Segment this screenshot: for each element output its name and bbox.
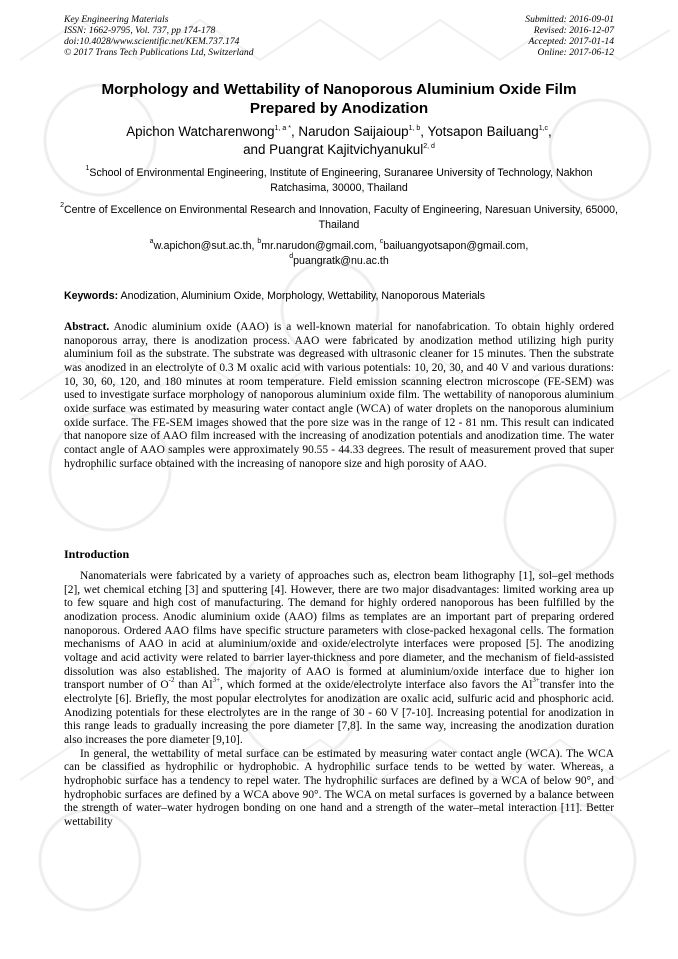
author-separator: , <box>548 124 552 139</box>
author-affiliation-mark: 1, a * <box>274 124 291 132</box>
revised-date: Revised: 2016-12-07 <box>533 25 614 36</box>
affiliation-text: School of Environmental Engineering, Institute of Engineering, Suranaree University of Technology, Nakhon Ratchasima, 30000, Thailand <box>89 167 593 194</box>
abstract-label: Abstract. <box>64 321 110 333</box>
publication-dates <box>525 14 614 58</box>
author-affiliation-mark: 1,c <box>538 124 549 132</box>
paper-title: Morphology and Wettability of Nanoporous Aluminium Oxide Film Prepared by Anodization <box>101 81 577 117</box>
author-list <box>60 123 618 159</box>
introduction-body <box>64 570 614 829</box>
author-affiliation-mark: 1, b <box>408 124 421 132</box>
doi-line: doi:10.4028/www.scientific.net/KEM.737.174 <box>64 36 240 47</box>
accepted-date: Accepted: 2017-01-14 <box>528 36 614 47</box>
author-name: Puangrat Kajitvichyanukul <box>269 142 424 157</box>
superscript: 3+ <box>532 676 540 685</box>
superscript: 3+ <box>212 676 221 685</box>
email-link[interactable]: w.apichon@sut.ac.th, <box>153 240 258 252</box>
affiliation-mark: 1 <box>85 165 90 173</box>
paragraph <box>64 570 614 748</box>
author-conjunction: and <box>243 142 270 157</box>
paragraph-text: , which formed at the oxide/electrolyte interface also favors the Al <box>220 679 533 692</box>
affiliation-1 <box>60 166 618 195</box>
paragraph-text: than Al <box>174 679 213 692</box>
abstract-text: Anodic aluminium oxide (AAO) is a well-known material for nanofabrication. To obtain highly ordered nanoporous array, there is anodization process. AAO were fabricated by anodization method utilizing high purity aluminium foil as the substrate. The substrate was degreased with ultrasonic cleaner for 15 minutes. Then the substrate was anodized in an electrolyte of 0.3 M oxalic acid with various potentials: 10, 20, 30, and 40 V and various durations: 10, 30, 60, 120, and 180 minutes at room temperature. Field emission scanning electron microscope (FE-SEM) was used to investigate surface morphology of nanoporous aluminium oxide film. The wettability of nanoporous aluminium oxide surface was estimated by measuring water contact angle (WCA) of water droplets on the nanoporous aluminium oxide surface. The FE-SEM images showed that the pore size was in the range of 12 - 81 nm. This result can indicated that nanopore size of AAO film increased with the increasing of anodization potentials and anodization time. The water contact angle of AAO samples were approximately 90.55 - 44.33 degrees. The result of measurement proved that super hydrophilic surface obtained with the increasing of nanopore size and high porosity of AAO. <box>64 321 614 470</box>
paragraph-text: transfer into the electrolyte [6]. Briefly, the most popular electrolytes for anodization are oxalic acid, sulfuric acid and phosphoric acid. Anodizing potentials for these electrolytes are in the range of 30 - 60 V [7-10]. Increasing potential for anodization in this range leads to gradually increasing the pore diameter [7,8]. In the same way, increasing the anodization duration also increases the pore diameter [9,10]. <box>64 679 614 746</box>
submitted-date: Submitted: 2016-09-01 <box>525 14 614 25</box>
affiliation-2 <box>60 203 618 232</box>
author-name: Narudon Saijaioup <box>298 124 409 139</box>
author-separator: , <box>420 124 428 139</box>
email-mark: b <box>257 238 262 246</box>
section-title-introduction: Introduction <box>64 547 130 561</box>
email-link[interactable]: mr.narudon@gmail.com, <box>261 240 380 252</box>
author-emails <box>60 239 618 268</box>
superscript: -2 <box>168 676 175 685</box>
email-mark: a <box>149 238 154 246</box>
email-mark: d <box>289 252 294 260</box>
paragraph: In general, the wettability of metal surface can be estimated by measuring water contact angle (WCA). The WCA can be classified as hydrophilic or hydrophobic. A hydrophilic surface tends to be wetted by water. Whereas, a hydrophobic surface has a tendency to repel water. The hydrophilic surfaces are defined by a WCA of below 90°, and hydrophobic surfaces are defined by a WCA above 90°. The WCA on metal surfaces is governed by a balance between the strength of water–water hydrogen bonding on one hand and a strength of the water–metal interaction [11]. Better wettability <box>64 747 614 828</box>
paragraph-text: Nanomaterials were fabricated by a variety of approaches such as, electron beam lithography [1], sol–gel methods [2], wet chemical etching [3] and sputtering [4]. However, there are two major disadvantages: limited working area up to few square and high cost of manufacturing. The demand for highly ordered nanoporous has been fulfilled by the anodization process. Anodic aluminium oxide (AAO) films as templates are an important part of preparing ordered nanoporous. Ordered AAO films have specific structure parameters with close-packed hexagonal cells. The formation mechanisms of AAO in acid at aluminium/oxide and oxide/electrolyte interfaces were proposed [5]. The anodizing voltage and acid activity were related to barrier layer-thickness and pore diameter, and the mechanism of field-assisted dissolution was also established. The majority of AAO is formed at aluminium/oxide interface due to higher ion transport number of O <box>64 570 614 692</box>
affiliation-mark: 2 <box>60 202 64 210</box>
keywords <box>64 289 624 303</box>
journal-info <box>64 14 254 58</box>
email-mark: c <box>379 238 384 246</box>
author-affiliation-mark: 2, d <box>423 142 435 150</box>
keywords-label: Keywords: <box>64 290 119 302</box>
email-link[interactable]: bailuangyotsapon@gmail.com, <box>383 240 529 252</box>
author-name: Yotsapon Bailuang <box>427 124 539 139</box>
abstract <box>64 321 614 471</box>
keywords-text: Anodization, Aluminium Oxide, Morphology, Wettability, Nanoporous Materials <box>118 290 486 302</box>
issn-line: ISSN: 1662-9795, Vol. 737, pp 174-178 <box>64 25 216 36</box>
journal-name: Key Engineering Materials <box>64 14 169 25</box>
email-link[interactable]: puangratk@nu.ac.th <box>293 254 389 267</box>
author-separator: , <box>290 124 299 139</box>
copyright-line: © 2017 Trans Tech Publications Ltd, Switzerland <box>64 47 254 58</box>
author-name: Apichon Watcharenwong <box>126 124 275 139</box>
affiliation-text: Centre of Excellence on Environmental Research and Innovation, Faculty of Engineering, Naresuan University, 65000, Thailand <box>63 204 618 231</box>
online-date: Online: 2017-06-12 <box>537 47 614 58</box>
